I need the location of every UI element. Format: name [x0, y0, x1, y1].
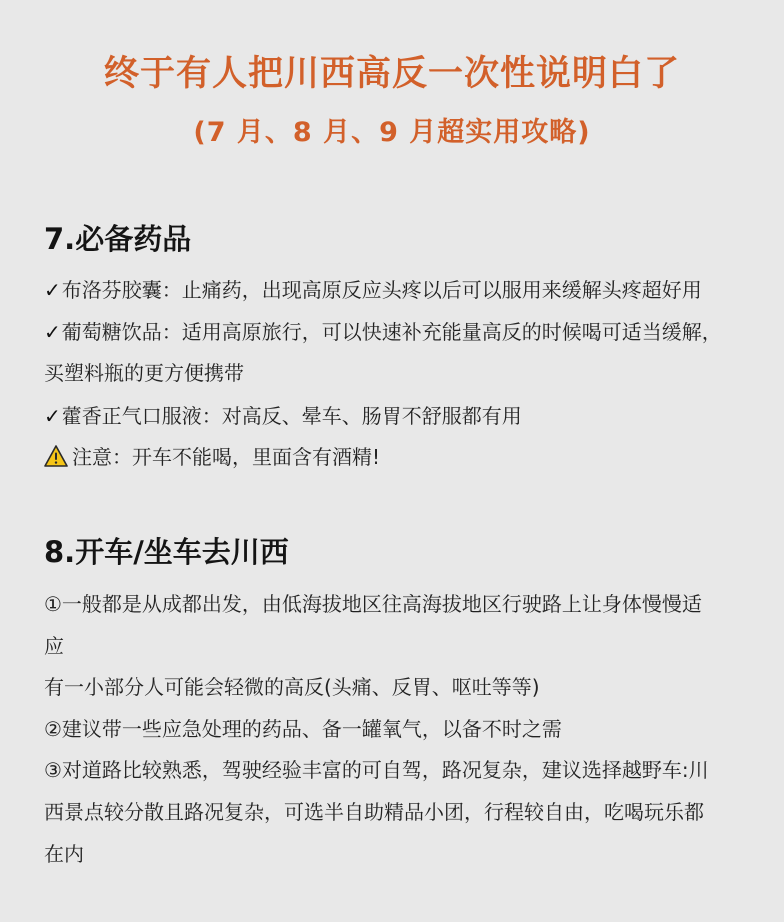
list-item-glucose-continued: 买塑料瓶的更方便携带 [44, 361, 244, 385]
paragraph-3-line-3: 在内 [44, 842, 84, 866]
warning-triangle-icon [44, 445, 68, 467]
page-subtitle: (7 月、8 月、9 月超实用攻略) [193, 117, 591, 148]
paragraph-1-line-2: 应 [44, 634, 64, 658]
section-8-heading: 8.开车/坐车去川西 [44, 535, 289, 569]
paragraph-2: ②建议带一些应急处理的药品、备一罐氧气，以备不时之需 [44, 717, 562, 741]
list-item-text: 葡萄糖饮品：适用高原旅行，可以快速补充能量高反的时候喝可适当缓解， [61, 320, 722, 344]
section-7-heading: 7.必备药品 [44, 222, 192, 256]
warning-note [44, 443, 749, 471]
check-icon: ✓ [44, 320, 61, 344]
list-item-huoxiang [44, 402, 749, 430]
warning-text: 注意：开车不能喝，里面含有酒精! [72, 445, 381, 469]
list-item-glucose [44, 318, 749, 346]
list-item-ibuprofen [44, 276, 749, 304]
paragraph-3-line-1: ③对道路比较熟悉，驾驶经验丰富的可自驾，路况复杂，建议选择越野车:川 [44, 758, 709, 782]
paragraph-1-line-3: 有一小部分人可能会轻微的高反(头痛、反胃、呕吐等等) [44, 675, 540, 699]
check-icon: ✓ [44, 278, 61, 302]
check-icon: ✓ [44, 404, 61, 428]
list-item-text: 布洛芬胶囊：止痛药，出现高原反应头疼以后可以服用来缓解头疼超好用 [61, 278, 702, 302]
page-title: 终于有人把川西高反一次性说明白了 [103, 54, 680, 94]
paragraph-3-line-2: 西景点较分散且路况复杂，可选半自助精品小团，行程较自由，吃喝玩乐都 [44, 800, 704, 824]
paragraph-1-line-1: ①一般都是从成都出发，由低海拔地区往高海拔地区行驶路上让身体慢慢适 [44, 592, 702, 616]
list-item-text: 藿香正气口服液：对高反、晕车、肠胃不舒服都有用 [61, 404, 522, 428]
